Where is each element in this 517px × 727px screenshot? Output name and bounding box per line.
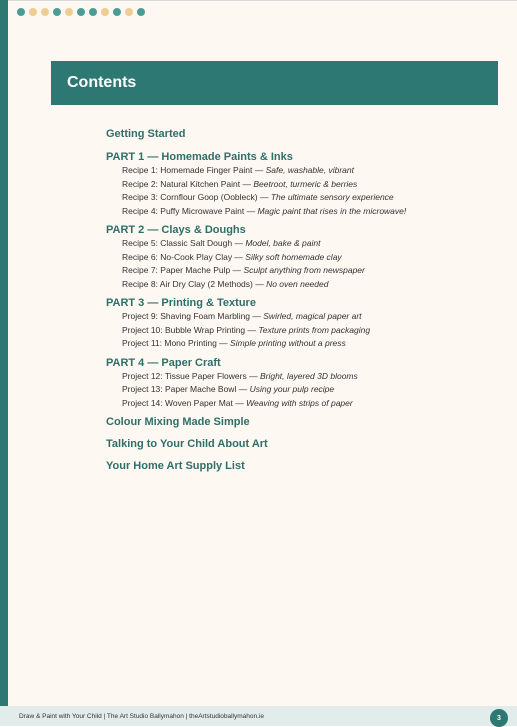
toc-item[interactable]: Recipe 2: Natural Kitchen Paint — Beetroot, turmeric & berries xyxy=(122,178,358,189)
toc-item[interactable]: Project 12: Tissue Paper Flowers — Bright, layered 3D blooms xyxy=(122,370,358,381)
toc-supply-list[interactable]: Your Home Art Supply List xyxy=(106,460,245,472)
dot-5 xyxy=(65,8,73,16)
toc-item[interactable]: Recipe 6: No-Cook Play Clay — Silky soft homemade clay xyxy=(122,251,342,262)
page-number-badge xyxy=(490,709,508,727)
toc-talking-to-child[interactable]: Talking to Your Child About Art xyxy=(106,438,268,450)
toc-item[interactable]: Project 13: Paper Mache Bowl — Using your pulp recipe xyxy=(122,384,335,394)
toc-item[interactable]: Project 10: Bubble Wrap Printing — Texture prints from packaging xyxy=(122,324,371,335)
contents-banner xyxy=(51,61,498,105)
decorative-dots xyxy=(17,8,145,16)
toc-part-2-title[interactable]: PART 2 — Clays & Doughs xyxy=(106,224,246,236)
dot-10 xyxy=(125,8,133,16)
toc-getting-started[interactable]: Getting Started xyxy=(106,128,186,140)
dot-7 xyxy=(89,8,97,16)
page-title: Contents xyxy=(67,74,137,91)
dot-4 xyxy=(53,8,61,16)
dot-1 xyxy=(17,8,25,16)
toc-item[interactable]: Recipe 8: Air Dry Clay (2 Methods) — No oven needed xyxy=(122,278,329,289)
footer-text: Draw & Paint with Your Child | The Art Studio Ballymahon | theArtstudioballymahon.ie xyxy=(19,712,264,720)
toc-item[interactable]: Project 9: Shaving Foam Marbling — Swirled, magical paper art xyxy=(122,311,362,321)
toc-part-1-title[interactable]: PART 1 — Homemade Paints & Inks xyxy=(106,151,293,163)
dot-3 xyxy=(41,8,49,16)
dot-9 xyxy=(113,8,121,16)
dot-11 xyxy=(137,8,145,16)
dot-6 xyxy=(77,8,85,16)
toc-colour-mixing[interactable]: Colour Mixing Made Simple xyxy=(106,416,250,428)
toc-part-3-title[interactable]: PART 3 — Printing & Texture xyxy=(106,297,256,309)
toc-item[interactable]: Project 11: Mono Printing — Simple printing without a press xyxy=(122,338,346,348)
left-accent-bar xyxy=(0,0,8,706)
toc-item[interactable]: Recipe 7: Paper Mache Pulp — Sculpt anything from newspaper xyxy=(122,265,365,275)
page-footer xyxy=(0,706,517,726)
toc-item[interactable]: Project 14: Woven Paper Mat — Weaving with strips of paper xyxy=(122,397,353,408)
dot-8 xyxy=(101,8,109,16)
toc-item[interactable]: Recipe 1: Homemade Finger Paint — Safe, washable, vibrant xyxy=(122,165,354,175)
top-border xyxy=(0,0,517,1)
table-of-contents xyxy=(106,127,506,473)
toc-item[interactable]: Recipe 4: Puffy Microwave Paint — Magic paint that rises in the microwave! xyxy=(122,205,407,216)
dot-2 xyxy=(29,8,37,16)
toc-item[interactable]: Recipe 5: Classic Salt Dough — Model, bake & paint xyxy=(122,238,321,248)
page-number: 3 xyxy=(497,714,501,722)
toc-part-4-title[interactable]: PART 4 — Paper Craft xyxy=(106,356,221,369)
toc-item[interactable]: Recipe 3: Cornflour Goop (Oobleck) — The ultimate sensory experience xyxy=(122,192,394,202)
